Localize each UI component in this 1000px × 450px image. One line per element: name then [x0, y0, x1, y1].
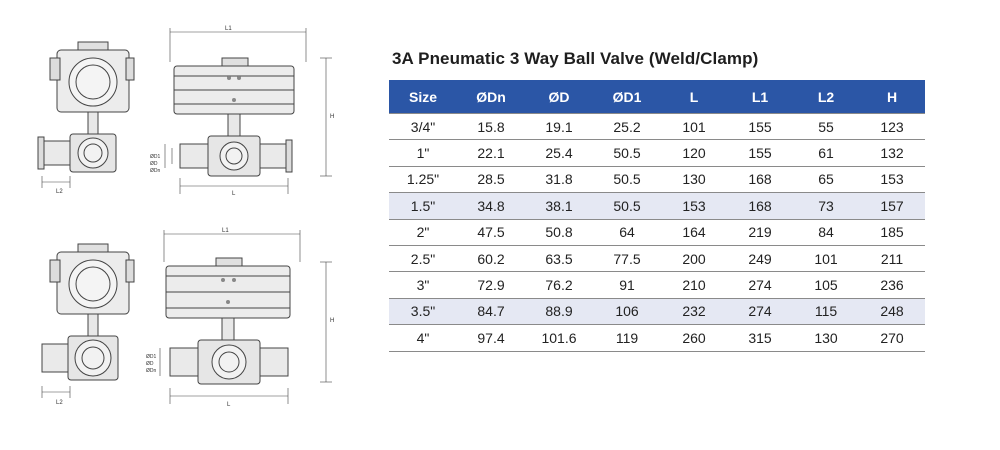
table-cell: 168: [727, 193, 793, 219]
table-cell: 34.8: [457, 193, 525, 219]
column-header: ØDn: [457, 80, 525, 114]
table-cell: 211: [859, 245, 925, 271]
table-row: [389, 193, 925, 219]
table-cell: 63.5: [525, 245, 593, 271]
column-header: L: [661, 80, 727, 114]
table-cell: 77.5: [593, 245, 661, 271]
table-cell: 22.1: [457, 140, 525, 166]
top-h-label: H: [330, 114, 335, 120]
table-cell: 185: [859, 219, 925, 245]
table-cell: 97.4: [457, 325, 525, 351]
top-dn-label: ØDn: [150, 168, 161, 174]
column-header: H: [859, 80, 925, 114]
table-cell: 19.1: [525, 114, 593, 140]
clamp-valve-front-view: [165, 28, 335, 194]
column-header: ØD: [525, 80, 593, 114]
table-cell: 50.5: [593, 140, 661, 166]
top-l1-label: L1: [225, 26, 232, 32]
table-cell: 73: [793, 193, 859, 219]
table-row: [389, 166, 925, 192]
table-cell: 115: [793, 298, 859, 324]
table-cell: 50.5: [593, 193, 661, 219]
table-row: [389, 325, 925, 351]
table-cell: 76.2: [525, 272, 593, 298]
table-cell: 64: [593, 219, 661, 245]
table-row: [389, 219, 925, 245]
table-cell: 260: [661, 325, 727, 351]
weld-valve-front-view: [160, 230, 335, 404]
table-cell: 130: [661, 166, 727, 192]
top-l2-label: L2: [56, 189, 63, 195]
table-cell: 168: [727, 166, 793, 192]
table-cell: 1.5": [389, 193, 457, 219]
bottom-l1-label: L1: [222, 228, 229, 234]
clamp-valve-side-view: [38, 42, 134, 188]
bottom-dn-label: ØDn: [146, 368, 157, 374]
table-cell: 47.5: [457, 219, 525, 245]
table-cell: 236: [859, 272, 925, 298]
bottom-d1-label: ØD1: [146, 354, 157, 360]
table-cell: 101: [661, 114, 727, 140]
table-cell: 28.5: [457, 166, 525, 192]
column-header: L2: [793, 80, 859, 114]
technical-drawings: [0, 0, 380, 450]
table-cell: 91: [593, 272, 661, 298]
table-cell: 4": [389, 325, 457, 351]
table-cell: 3/4": [389, 114, 457, 140]
table-cell: 50.8: [525, 219, 593, 245]
table-cell: 249: [727, 245, 793, 271]
table-cell: 153: [661, 193, 727, 219]
column-header: ØD1: [593, 80, 661, 114]
table-row: [389, 114, 925, 140]
table-title: 3A Pneumatic 3 Way Ball Valve (Weld/Clamp): [392, 49, 759, 68]
column-header: Size: [389, 80, 457, 114]
column-header: L1: [727, 80, 793, 114]
table-cell: 219: [727, 219, 793, 245]
top-d1-label: ØD1: [150, 154, 161, 160]
table-row: [389, 245, 925, 271]
table-cell: 155: [727, 140, 793, 166]
bottom-l2-label: L2: [56, 400, 63, 406]
table-cell: 164: [661, 219, 727, 245]
table-cell: 72.9: [457, 272, 525, 298]
table-cell: 3.5": [389, 298, 457, 324]
table-cell: 105: [793, 272, 859, 298]
table-cell: 15.8: [457, 114, 525, 140]
table-cell: 119: [593, 325, 661, 351]
table-cell: 25.4: [525, 140, 593, 166]
top-d-label: ØD: [150, 161, 158, 167]
weld-valve-side-view: [42, 244, 134, 398]
table-cell: 210: [661, 272, 727, 298]
table-cell: 88.9: [525, 298, 593, 324]
table-cell: 101: [793, 245, 859, 271]
table-cell: 84.7: [457, 298, 525, 324]
bottom-h-label: H: [330, 318, 335, 324]
table-cell: 132: [859, 140, 925, 166]
table-cell: 84: [793, 219, 859, 245]
table-cell: 315: [727, 325, 793, 351]
table-cell: 55: [793, 114, 859, 140]
table-cell: 2.5": [389, 245, 457, 271]
dimensions-table: [389, 80, 925, 352]
table-cell: 200: [661, 245, 727, 271]
table-cell: 2": [389, 219, 457, 245]
table-cell: 25.2: [593, 114, 661, 140]
table-cell: 153: [859, 166, 925, 192]
table-cell: 50.5: [593, 166, 661, 192]
table-row: [389, 272, 925, 298]
table-cell: 1.25": [389, 166, 457, 192]
table-body: [389, 114, 925, 352]
table-cell: 274: [727, 298, 793, 324]
table-cell: 61: [793, 140, 859, 166]
table-cell: 101.6: [525, 325, 593, 351]
bottom-l-label: L: [227, 402, 231, 408]
table-cell: 65: [793, 166, 859, 192]
table-cell: 38.1: [525, 193, 593, 219]
table-cell: 274: [727, 272, 793, 298]
table-cell: 120: [661, 140, 727, 166]
table-cell: 270: [859, 325, 925, 351]
table-cell: 157: [859, 193, 925, 219]
top-l-label: L: [232, 191, 236, 197]
table-row: [389, 298, 925, 324]
table-cell: 130: [793, 325, 859, 351]
table-header-row: [389, 80, 925, 114]
table-cell: 31.8: [525, 166, 593, 192]
table-cell: 60.2: [457, 245, 525, 271]
table-cell: 155: [727, 114, 793, 140]
table-cell: 123: [859, 114, 925, 140]
table-cell: 3": [389, 272, 457, 298]
bottom-d-label: ØD: [146, 361, 154, 367]
table-cell: 1": [389, 140, 457, 166]
table-cell: 106: [593, 298, 661, 324]
table-cell: 248: [859, 298, 925, 324]
table-row: [389, 140, 925, 166]
valve-drawings-svg: [0, 0, 380, 450]
table-cell: 232: [661, 298, 727, 324]
